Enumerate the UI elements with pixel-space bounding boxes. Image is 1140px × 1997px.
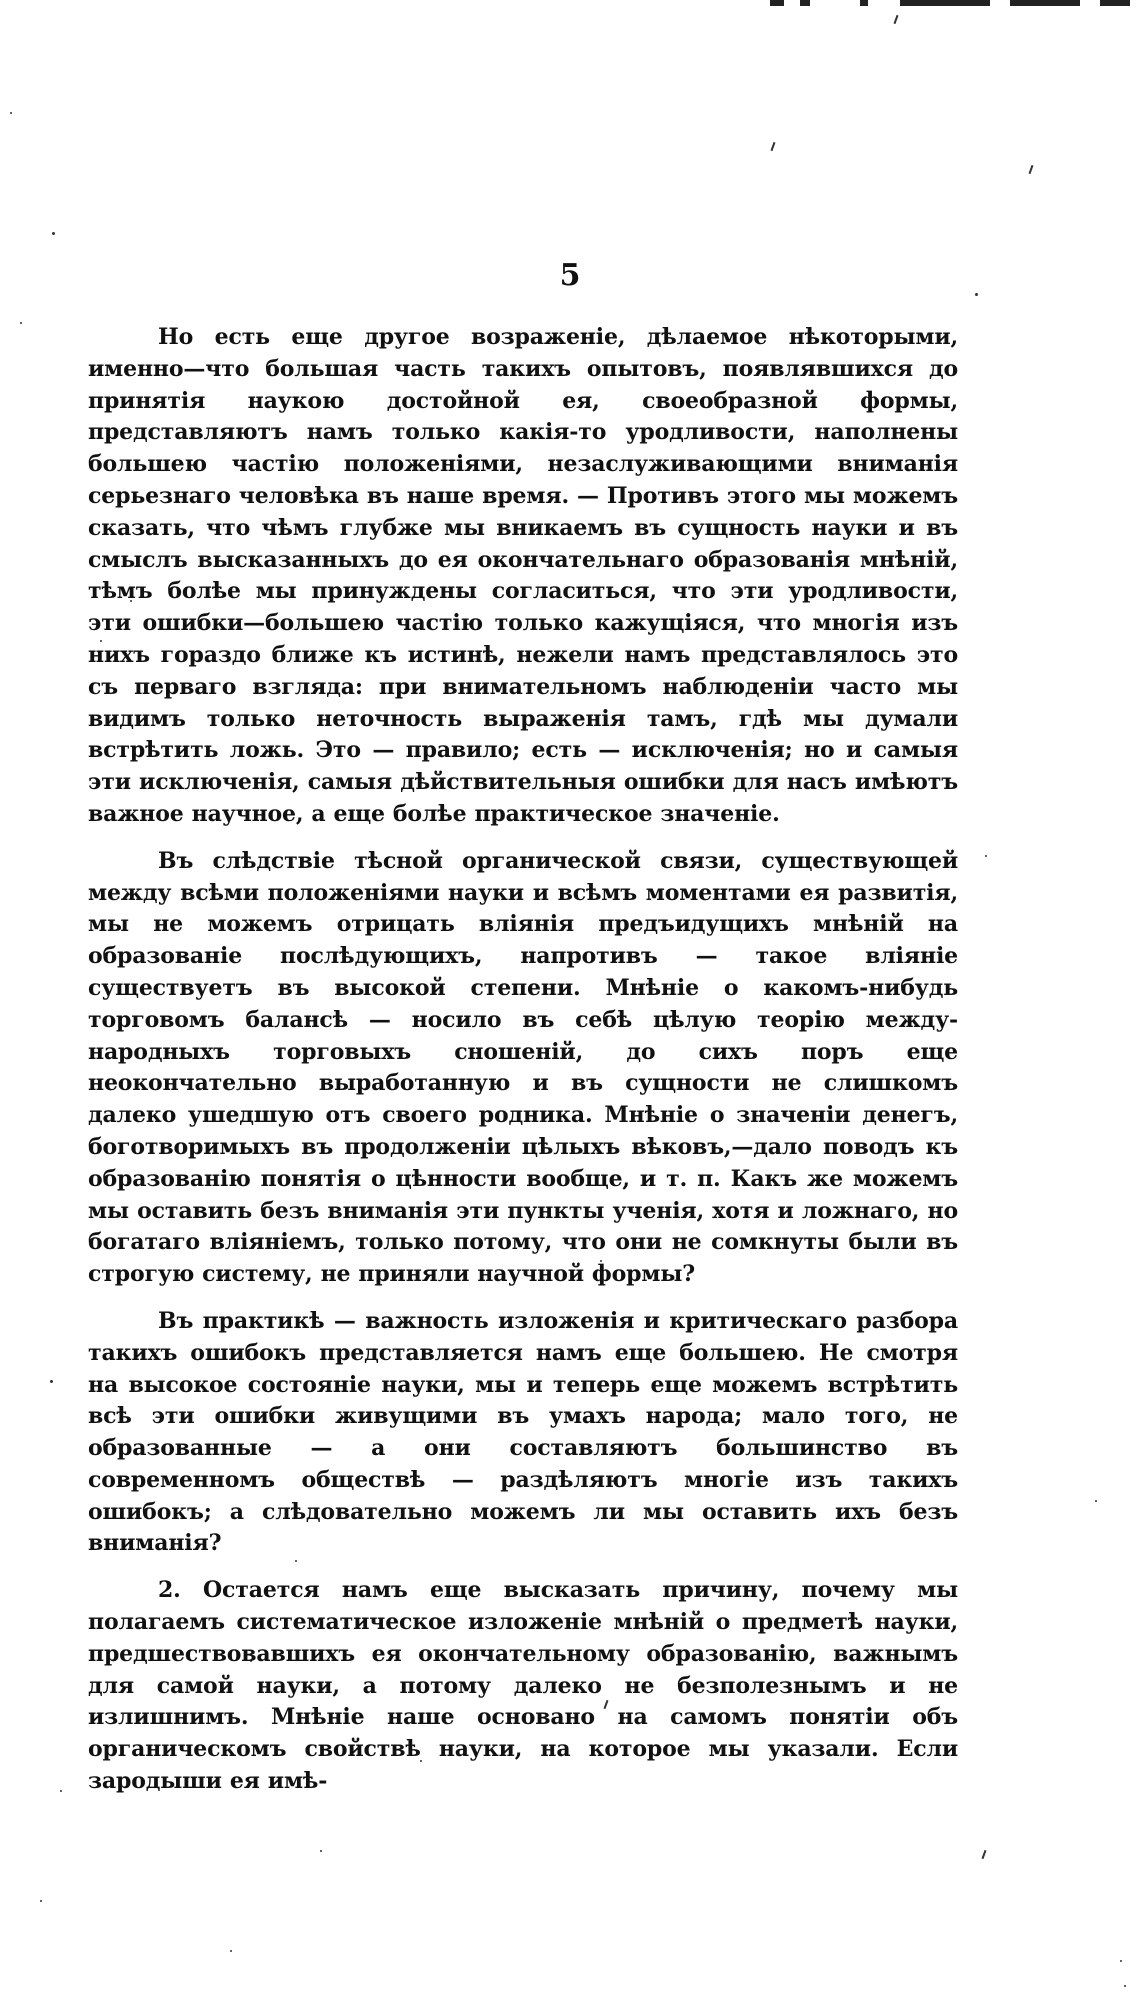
body-text [88, 322, 958, 1813]
scan-speck [975, 293, 978, 296]
scan-mark [1029, 165, 1034, 174]
scan-speck [40, 1900, 42, 1902]
paragraph-1: Но есть еще другое возраженіе, дѣлаемое нѣкоторыми, именно—что большая часть такихъ опытовъ, появлявшихся до принятія наукою достойной ея, своеобразной формы, представляютъ намъ только какія-то уродливости, наполнены большею частію положеніями, незаслуживающими вниманія серьезнаго человѣка въ наше время. — Противъ этого мы можемъ сказать, что чѣмъ глубже мы вникаемъ въ сущность науки и въ смыслъ высказанныхъ до ея окончательнаго образованія мнѣній, тѣмъ болѣе мы принуждены согласиться, что эти уродливости, эти ошибки—большею частію только кажущіяся, что многія изъ нихъ гораздо ближе къ истинѣ, нежели намъ представлялось это съ перваго взгляда: при внимательномъ наблюденіи часто мы видимъ только неточность выраженія тамъ, гдѣ мы думали встрѣтить ложь. Это — правило; есть — исключенія; но и самыя эти исключенія, самыя дѣйствительныя ошибки для насъ имѣютъ важное научное, а еще болѣе практическое значеніе. [88, 324, 958, 827]
scan-speck [1120, 1960, 1122, 1962]
paragraph-3: Въ практикѣ — важность изложенія и критическаго разбора такихъ ошибокъ представляется намъ еще большею. Не смотря на высокое состояніе науки, мы и теперь еще можемъ встрѣтить всѣ эти ошибки живущими въ умахъ народа; мало того, не образованные — а они составляютъ большинство въ современномъ обществѣ — раздѣляютъ многіе изъ такихъ ошибокъ; а слѣдовательно можемъ ли мы оставить ихъ безъ вниманія? [88, 1307, 958, 1557]
scan-speck [52, 232, 55, 235]
scan-mark [771, 142, 776, 151]
scan-speck [320, 1850, 322, 1852]
scan-speck [1095, 1500, 1097, 1502]
scan-speck [985, 855, 987, 857]
scan-mark [982, 1850, 987, 1859]
scan-speck [230, 1950, 232, 1952]
scan-speck [50, 1380, 53, 1383]
page-number: 5 [559, 258, 581, 293]
scan-speck [10, 112, 12, 114]
scan-speck [60, 1790, 62, 1792]
top-edge-print-marks [740, 0, 1140, 18]
scan-speck [20, 322, 22, 324]
scan-speck [1124, 1985, 1126, 1987]
paragraph-4: 2. Остается намъ еще высказать причину, почему мы полагаемъ систематическое изложеніе мнѣній о предметѣ науки, предшествовавшихъ ея окончательному образованію, важнымъ для самой науки, а потому далеко не безполезнымъ и не излишнимъ. Мнѣніе наше основано на самомъ понятіи объ органическомъ свойствѣ науки, на которое мы указали. Если зародыши ея имѣ- [88, 1577, 958, 1795]
paragraph-2: Въ слѣдствіе тѣсной органической связи, существующей между всѣми положеніями науки и всѣмъ моментами ея развитія, мы не можемъ отрицать вліянія предъидущихъ мнѣній на образованіе послѣдующихъ, напротивъ — такое вліяніе существуетъ въ высокой степени. Мнѣніе о какомъ-нибудь торговомъ балансѣ — носило въ себѣ цѣлую теорію между-народныхъ торговыхъ сношеній, до сихъ поръ еще неокончательно выработанную и въ сущности не слишкомъ далеко ушедшую отъ своего родника. Мнѣніе о значеніи денегъ, боготворимыхъ въ продолженіи цѣлыхъ вѣковъ,—дало поводъ къ образованію понятія о цѣнности вообще, и т. п. Какъ же можемъ мы оставить безъ вниманія эти пункты ученія, хотя и ложнаго, но богатаго вліяніемъ, только потому, что они не сомкнуты были въ строгую систему, не приняли научной формы? [88, 847, 958, 1288]
